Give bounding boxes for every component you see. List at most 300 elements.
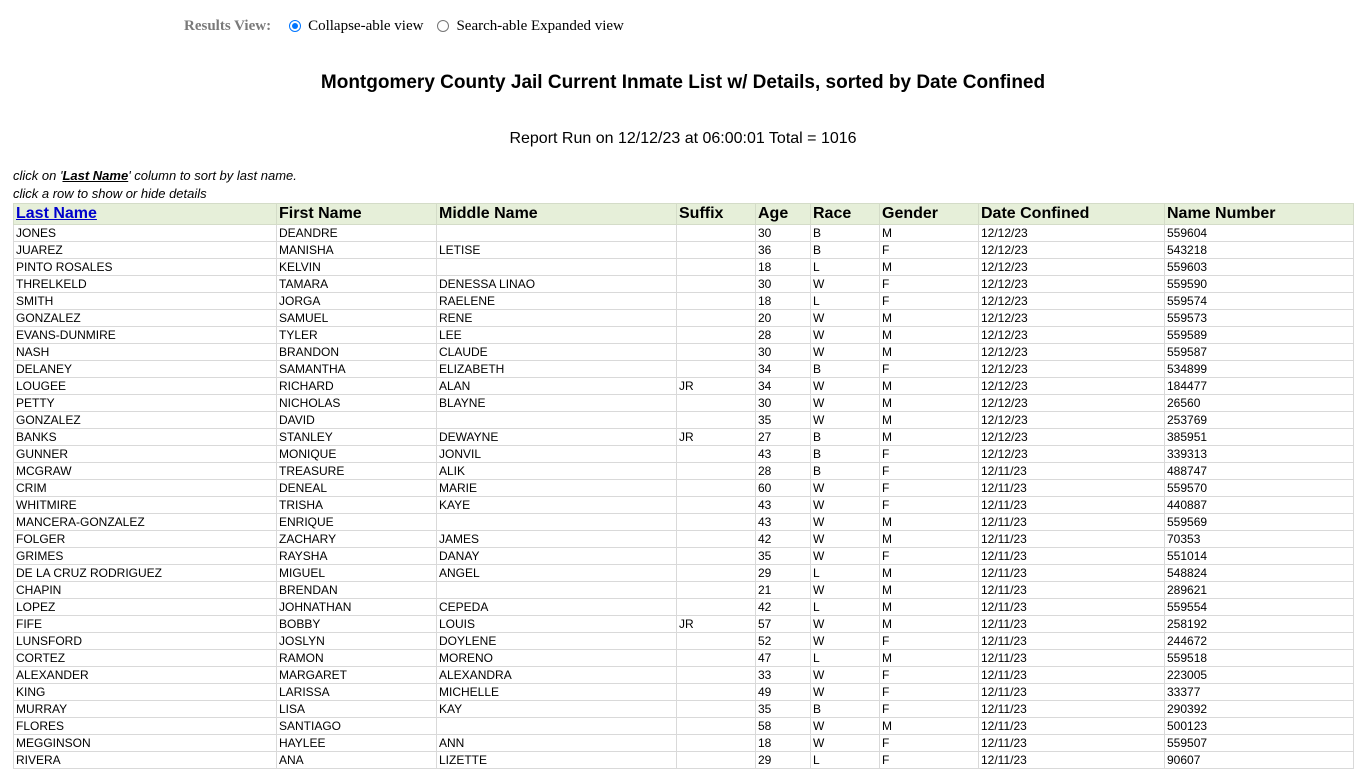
cell-name-number: 559554	[1165, 599, 1354, 616]
cell-gender: F	[880, 548, 979, 565]
collapse-view-radio[interactable]	[289, 20, 301, 32]
cell-age: 47	[756, 650, 811, 667]
table-row[interactable]	[14, 667, 1354, 684]
expanded-view-radio[interactable]	[437, 20, 449, 32]
cell-gender: F	[880, 684, 979, 701]
cell-first-name: JOHNATHAN	[277, 599, 437, 616]
cell-first-name: ENRIQUE	[277, 514, 437, 531]
cell-middle-name: DOYLENE	[437, 633, 677, 650]
cell-first-name: TAMARA	[277, 276, 437, 293]
cell-name-number: 559570	[1165, 480, 1354, 497]
cell-gender: M	[880, 412, 979, 429]
table-row[interactable]	[14, 429, 1354, 446]
row-hint: click a row to show or hide details	[13, 186, 207, 201]
cell-date-confined: 12/12/23	[979, 327, 1165, 344]
cell-age: 30	[756, 395, 811, 412]
cell-middle-name: KAYE	[437, 497, 677, 514]
cell-middle-name: BLAYNE	[437, 395, 677, 412]
cell-date-confined: 12/12/23	[979, 344, 1165, 361]
cell-name-number: 33377	[1165, 684, 1354, 701]
column-header-name-number: Name Number	[1165, 204, 1354, 225]
cell-first-name: SAMANTHA	[277, 361, 437, 378]
cell-first-name: ZACHARY	[277, 531, 437, 548]
cell-last-name: CORTEZ	[14, 650, 277, 667]
cell-suffix	[677, 395, 756, 412]
cell-name-number: 534899	[1165, 361, 1354, 378]
cell-name-number: 559569	[1165, 514, 1354, 531]
cell-date-confined: 12/12/23	[979, 395, 1165, 412]
cell-first-name: MIGUEL	[277, 565, 437, 582]
cell-race: W	[811, 412, 880, 429]
cell-last-name: LOUGEE	[14, 378, 277, 395]
cell-middle-name: JONVIL	[437, 446, 677, 463]
cell-middle-name	[437, 225, 677, 242]
cell-name-number: 559590	[1165, 276, 1354, 293]
cell-last-name: LUNSFORD	[14, 633, 277, 650]
table-row[interactable]	[14, 463, 1354, 480]
expanded-view-option[interactable]	[437, 18, 623, 35]
cell-name-number: 223005	[1165, 667, 1354, 684]
cell-suffix: JR	[677, 378, 756, 395]
cell-name-number: 26560	[1165, 395, 1354, 412]
cell-middle-name: ANGEL	[437, 565, 677, 582]
cell-age: 49	[756, 684, 811, 701]
cell-first-name: MARGARET	[277, 667, 437, 684]
cell-last-name: BANKS	[14, 429, 277, 446]
cell-gender: M	[880, 582, 979, 599]
cell-race: B	[811, 446, 880, 463]
cell-gender: F	[880, 735, 979, 752]
cell-name-number: 559573	[1165, 310, 1354, 327]
column-header-age: Age	[756, 204, 811, 225]
cell-middle-name	[437, 259, 677, 276]
table-row[interactable]	[14, 378, 1354, 395]
results-view-label: Results View:	[184, 17, 272, 34]
cell-date-confined: 12/11/23	[979, 616, 1165, 633]
cell-middle-name	[437, 514, 677, 531]
cell-middle-name: MARIE	[437, 480, 677, 497]
table-row[interactable]	[14, 276, 1354, 293]
cell-middle-name: LIZETTE	[437, 752, 677, 769]
cell-gender: M	[880, 718, 979, 735]
cell-suffix	[677, 582, 756, 599]
report-run-info: Report Run on 12/12/23 at 06:00:01 Total = 1016	[509, 130, 857, 147]
table-row[interactable]	[14, 599, 1354, 616]
cell-suffix	[677, 293, 756, 310]
cell-age: 36	[756, 242, 811, 259]
cell-last-name: CHAPIN	[14, 582, 277, 599]
cell-name-number: 551014	[1165, 548, 1354, 565]
sort-hint-link: Last Name	[62, 168, 129, 183]
table-body	[14, 225, 1354, 769]
cell-middle-name: DANAY	[437, 548, 677, 565]
cell-date-confined: 12/12/23	[979, 242, 1165, 259]
cell-first-name: TREASURE	[277, 463, 437, 480]
cell-last-name: MEGGINSON	[14, 735, 277, 752]
cell-age: 30	[756, 344, 811, 361]
cell-name-number: 543218	[1165, 242, 1354, 259]
cell-last-name: JUAREZ	[14, 242, 277, 259]
cell-race: W	[811, 531, 880, 548]
cell-middle-name: LEE	[437, 327, 677, 344]
cell-date-confined: 12/11/23	[979, 599, 1165, 616]
cell-first-name: STANLEY	[277, 429, 437, 446]
table-row[interactable]	[14, 412, 1354, 429]
cell-name-number: 184477	[1165, 378, 1354, 395]
cell-first-name: ANA	[277, 752, 437, 769]
cell-date-confined: 12/12/23	[979, 293, 1165, 310]
cell-name-number: 559603	[1165, 259, 1354, 276]
table-row[interactable]	[14, 650, 1354, 667]
cell-race: B	[811, 701, 880, 718]
inmate-table	[13, 203, 1354, 769]
cell-age: 33	[756, 667, 811, 684]
cell-date-confined: 12/11/23	[979, 548, 1165, 565]
table-row[interactable]	[14, 752, 1354, 769]
cell-gender: M	[880, 531, 979, 548]
cell-age: 29	[756, 565, 811, 582]
cell-gender: M	[880, 514, 979, 531]
cell-first-name: MONIQUE	[277, 446, 437, 463]
cell-date-confined: 12/12/23	[979, 225, 1165, 242]
table-row[interactable]	[14, 701, 1354, 718]
cell-name-number: 339313	[1165, 446, 1354, 463]
cell-name-number: 500123	[1165, 718, 1354, 735]
cell-suffix	[677, 276, 756, 293]
table-row[interactable]	[14, 293, 1354, 310]
cell-age: 30	[756, 225, 811, 242]
cell-middle-name: MICHELLE	[437, 684, 677, 701]
cell-suffix	[677, 752, 756, 769]
cell-last-name: MANCERA-GONZALEZ	[14, 514, 277, 531]
cell-gender: M	[880, 565, 979, 582]
expanded-view-label[interactable]: Search-able Expanded view	[456, 17, 624, 34]
cell-race: L	[811, 259, 880, 276]
cell-date-confined: 12/12/23	[979, 310, 1165, 327]
cell-date-confined: 12/11/23	[979, 514, 1165, 531]
cell-date-confined: 12/11/23	[979, 531, 1165, 548]
cell-gender: F	[880, 667, 979, 684]
cell-race: W	[811, 633, 880, 650]
cell-first-name: DAVID	[277, 412, 437, 429]
cell-date-confined: 12/11/23	[979, 633, 1165, 650]
table-row[interactable]	[14, 582, 1354, 599]
collapse-view-label[interactable]: Collapse-able view	[308, 17, 424, 34]
cell-race: W	[811, 667, 880, 684]
cell-last-name: GUNNER	[14, 446, 277, 463]
cell-suffix	[677, 480, 756, 497]
cell-age: 35	[756, 701, 811, 718]
cell-gender: M	[880, 310, 979, 327]
cell-race: L	[811, 752, 880, 769]
table-row[interactable]	[14, 548, 1354, 565]
table-row[interactable]	[14, 446, 1354, 463]
cell-first-name: JOSLYN	[277, 633, 437, 650]
cell-suffix	[677, 633, 756, 650]
table-row[interactable]	[14, 225, 1354, 242]
cell-first-name: DEANDRE	[277, 225, 437, 242]
column-header-first-name: First Name	[277, 204, 437, 225]
cell-suffix	[677, 412, 756, 429]
table-row[interactable]	[14, 684, 1354, 701]
cell-last-name: MURRAY	[14, 701, 277, 718]
cell-date-confined: 12/11/23	[979, 684, 1165, 701]
cell-age: 52	[756, 633, 811, 650]
cell-date-confined: 12/12/23	[979, 412, 1165, 429]
cell-date-confined: 12/12/23	[979, 378, 1165, 395]
cell-race: B	[811, 429, 880, 446]
cell-age: 43	[756, 514, 811, 531]
cell-gender: M	[880, 378, 979, 395]
cell-name-number: 258192	[1165, 616, 1354, 633]
cell-age: 35	[756, 412, 811, 429]
cell-gender: F	[880, 242, 979, 259]
cell-name-number: 548824	[1165, 565, 1354, 582]
cell-last-name: ALEXANDER	[14, 667, 277, 684]
cell-middle-name: KAY	[437, 701, 677, 718]
cell-date-confined: 12/11/23	[979, 752, 1165, 769]
cell-name-number: 488747	[1165, 463, 1354, 480]
cell-date-confined: 12/11/23	[979, 497, 1165, 514]
cell-suffix	[677, 565, 756, 582]
cell-middle-name	[437, 582, 677, 599]
column-header-suffix: Suffix	[677, 204, 756, 225]
cell-race: W	[811, 718, 880, 735]
cell-last-name: GONZALEZ	[14, 310, 277, 327]
table-row[interactable]	[14, 633, 1354, 650]
cell-gender: F	[880, 497, 979, 514]
cell-middle-name: ELIZABETH	[437, 361, 677, 378]
cell-first-name: LISA	[277, 701, 437, 718]
cell-gender: M	[880, 395, 979, 412]
cell-suffix	[677, 310, 756, 327]
cell-last-name: GONZALEZ	[14, 412, 277, 429]
cell-age: 35	[756, 548, 811, 565]
sort-hint-suffix: ' column to sort by last name.	[128, 168, 297, 183]
table-row[interactable]	[14, 327, 1354, 344]
cell-age: 20	[756, 310, 811, 327]
cell-age: 28	[756, 327, 811, 344]
cell-last-name: NASH	[14, 344, 277, 361]
table-row[interactable]	[14, 497, 1354, 514]
cell-suffix	[677, 667, 756, 684]
cell-date-confined: 12/11/23	[979, 463, 1165, 480]
cell-name-number: 385951	[1165, 429, 1354, 446]
table-row[interactable]	[14, 735, 1354, 752]
cell-gender: M	[880, 599, 979, 616]
cell-name-number: 440887	[1165, 497, 1354, 514]
cell-race: W	[811, 395, 880, 412]
cell-first-name: NICHOLAS	[277, 395, 437, 412]
cell-age: 43	[756, 446, 811, 463]
cell-first-name: BRANDON	[277, 344, 437, 361]
cell-race: L	[811, 293, 880, 310]
column-header-last-name[interactable]: Last Name	[14, 204, 277, 225]
cell-first-name: LARISSA	[277, 684, 437, 701]
cell-gender: F	[880, 633, 979, 650]
cell-date-confined: 12/12/23	[979, 446, 1165, 463]
cell-first-name: HAYLEE	[277, 735, 437, 752]
cell-date-confined: 12/11/23	[979, 565, 1165, 582]
cell-age: 18	[756, 293, 811, 310]
sort-hint-prefix: click on '	[13, 168, 63, 183]
cell-last-name: PETTY	[14, 395, 277, 412]
cell-age: 18	[756, 735, 811, 752]
column-header-gender: Gender	[880, 204, 979, 225]
cell-age: 43	[756, 497, 811, 514]
cell-last-name: WHITMIRE	[14, 497, 277, 514]
cell-first-name: SAMUEL	[277, 310, 437, 327]
cell-age: 58	[756, 718, 811, 735]
cell-suffix	[677, 531, 756, 548]
collapse-view-option[interactable]	[289, 18, 423, 35]
cell-race: W	[811, 378, 880, 395]
cell-middle-name: DEWAYNE	[437, 429, 677, 446]
cell-name-number: 289621	[1165, 582, 1354, 599]
table-row[interactable]	[14, 514, 1354, 531]
cell-race: W	[811, 548, 880, 565]
cell-name-number: 559518	[1165, 650, 1354, 667]
cell-middle-name	[437, 412, 677, 429]
cell-race: W	[811, 582, 880, 599]
cell-suffix	[677, 701, 756, 718]
cell-suffix: JR	[677, 616, 756, 633]
cell-first-name: MANISHA	[277, 242, 437, 259]
table-row[interactable]	[14, 616, 1354, 633]
cell-suffix	[677, 514, 756, 531]
cell-first-name: SANTIAGO	[277, 718, 437, 735]
cell-suffix	[677, 718, 756, 735]
cell-last-name: EVANS-DUNMIRE	[14, 327, 277, 344]
cell-first-name: RAYSHA	[277, 548, 437, 565]
cell-name-number: 559574	[1165, 293, 1354, 310]
table-row[interactable]	[14, 361, 1354, 378]
cell-age: 60	[756, 480, 811, 497]
cell-first-name: JORGA	[277, 293, 437, 310]
cell-race: W	[811, 497, 880, 514]
table-header-row	[14, 204, 1354, 225]
column-header-race: Race	[811, 204, 880, 225]
cell-race: B	[811, 225, 880, 242]
cell-name-number: 70353	[1165, 531, 1354, 548]
cell-last-name: DELANEY	[14, 361, 277, 378]
cell-age: 21	[756, 582, 811, 599]
page-title: Montgomery County Jail Current Inmate List w/ Details, sorted by Date Confined	[320, 72, 1046, 93]
cell-gender: M	[880, 327, 979, 344]
table-row[interactable]	[14, 242, 1354, 259]
cell-middle-name: CLAUDE	[437, 344, 677, 361]
table-row[interactable]	[14, 395, 1354, 412]
cell-date-confined: 12/11/23	[979, 667, 1165, 684]
cell-race: W	[811, 327, 880, 344]
cell-gender: M	[880, 344, 979, 361]
cell-age: 42	[756, 531, 811, 548]
cell-gender: F	[880, 480, 979, 497]
cell-first-name: RAMON	[277, 650, 437, 667]
cell-date-confined: 12/11/23	[979, 480, 1165, 497]
cell-name-number: 90607	[1165, 752, 1354, 769]
cell-race: W	[811, 514, 880, 531]
cell-suffix	[677, 344, 756, 361]
cell-suffix	[677, 242, 756, 259]
cell-age: 42	[756, 599, 811, 616]
cell-date-confined: 12/11/23	[979, 718, 1165, 735]
cell-age: 57	[756, 616, 811, 633]
cell-suffix	[677, 327, 756, 344]
cell-age: 30	[756, 276, 811, 293]
cell-date-confined: 12/12/23	[979, 361, 1165, 378]
table-row[interactable]	[14, 531, 1354, 548]
cell-race: W	[811, 616, 880, 633]
cell-race: W	[811, 344, 880, 361]
cell-age: 18	[756, 259, 811, 276]
cell-first-name: RICHARD	[277, 378, 437, 395]
cell-last-name: THRELKELD	[14, 276, 277, 293]
cell-race: L	[811, 599, 880, 616]
cell-middle-name: ALIK	[437, 463, 677, 480]
cell-middle-name: LETISE	[437, 242, 677, 259]
cell-gender: F	[880, 446, 979, 463]
cell-race: W	[811, 735, 880, 752]
cell-first-name: BRENDAN	[277, 582, 437, 599]
cell-suffix	[677, 599, 756, 616]
cell-middle-name: ALEXANDRA	[437, 667, 677, 684]
cell-last-name: MCGRAW	[14, 463, 277, 480]
cell-race: B	[811, 463, 880, 480]
table-row[interactable]	[14, 480, 1354, 497]
cell-date-confined: 12/12/23	[979, 259, 1165, 276]
cell-suffix	[677, 650, 756, 667]
cell-race: B	[811, 242, 880, 259]
cell-last-name: GRIMES	[14, 548, 277, 565]
cell-last-name: FIFE	[14, 616, 277, 633]
table-row[interactable]	[14, 344, 1354, 361]
cell-gender: M	[880, 650, 979, 667]
cell-gender: M	[880, 429, 979, 446]
cell-race: W	[811, 310, 880, 327]
cell-gender: M	[880, 616, 979, 633]
cell-middle-name: RENE	[437, 310, 677, 327]
cell-race: W	[811, 480, 880, 497]
cell-date-confined: 12/11/23	[979, 735, 1165, 752]
cell-age: 28	[756, 463, 811, 480]
cell-name-number: 244672	[1165, 633, 1354, 650]
column-header-middle-name: Middle Name	[437, 204, 677, 225]
cell-suffix	[677, 548, 756, 565]
cell-gender: F	[880, 752, 979, 769]
cell-race: L	[811, 650, 880, 667]
cell-date-confined: 12/12/23	[979, 429, 1165, 446]
cell-middle-name: LOUIS	[437, 616, 677, 633]
table-row[interactable]	[14, 259, 1354, 276]
cell-age: 34	[756, 378, 811, 395]
cell-first-name: TYLER	[277, 327, 437, 344]
cell-race: W	[811, 684, 880, 701]
cell-name-number: 290392	[1165, 701, 1354, 718]
cell-gender: F	[880, 276, 979, 293]
cell-middle-name: JAMES	[437, 531, 677, 548]
cell-race: L	[811, 565, 880, 582]
table-row[interactable]	[14, 310, 1354, 327]
cell-first-name: TRISHA	[277, 497, 437, 514]
cell-gender: M	[880, 259, 979, 276]
cell-suffix	[677, 361, 756, 378]
cell-date-confined: 12/11/23	[979, 582, 1165, 599]
cell-suffix	[677, 463, 756, 480]
table-row[interactable]	[14, 718, 1354, 735]
table-row[interactable]	[14, 565, 1354, 582]
cell-last-name: SMITH	[14, 293, 277, 310]
